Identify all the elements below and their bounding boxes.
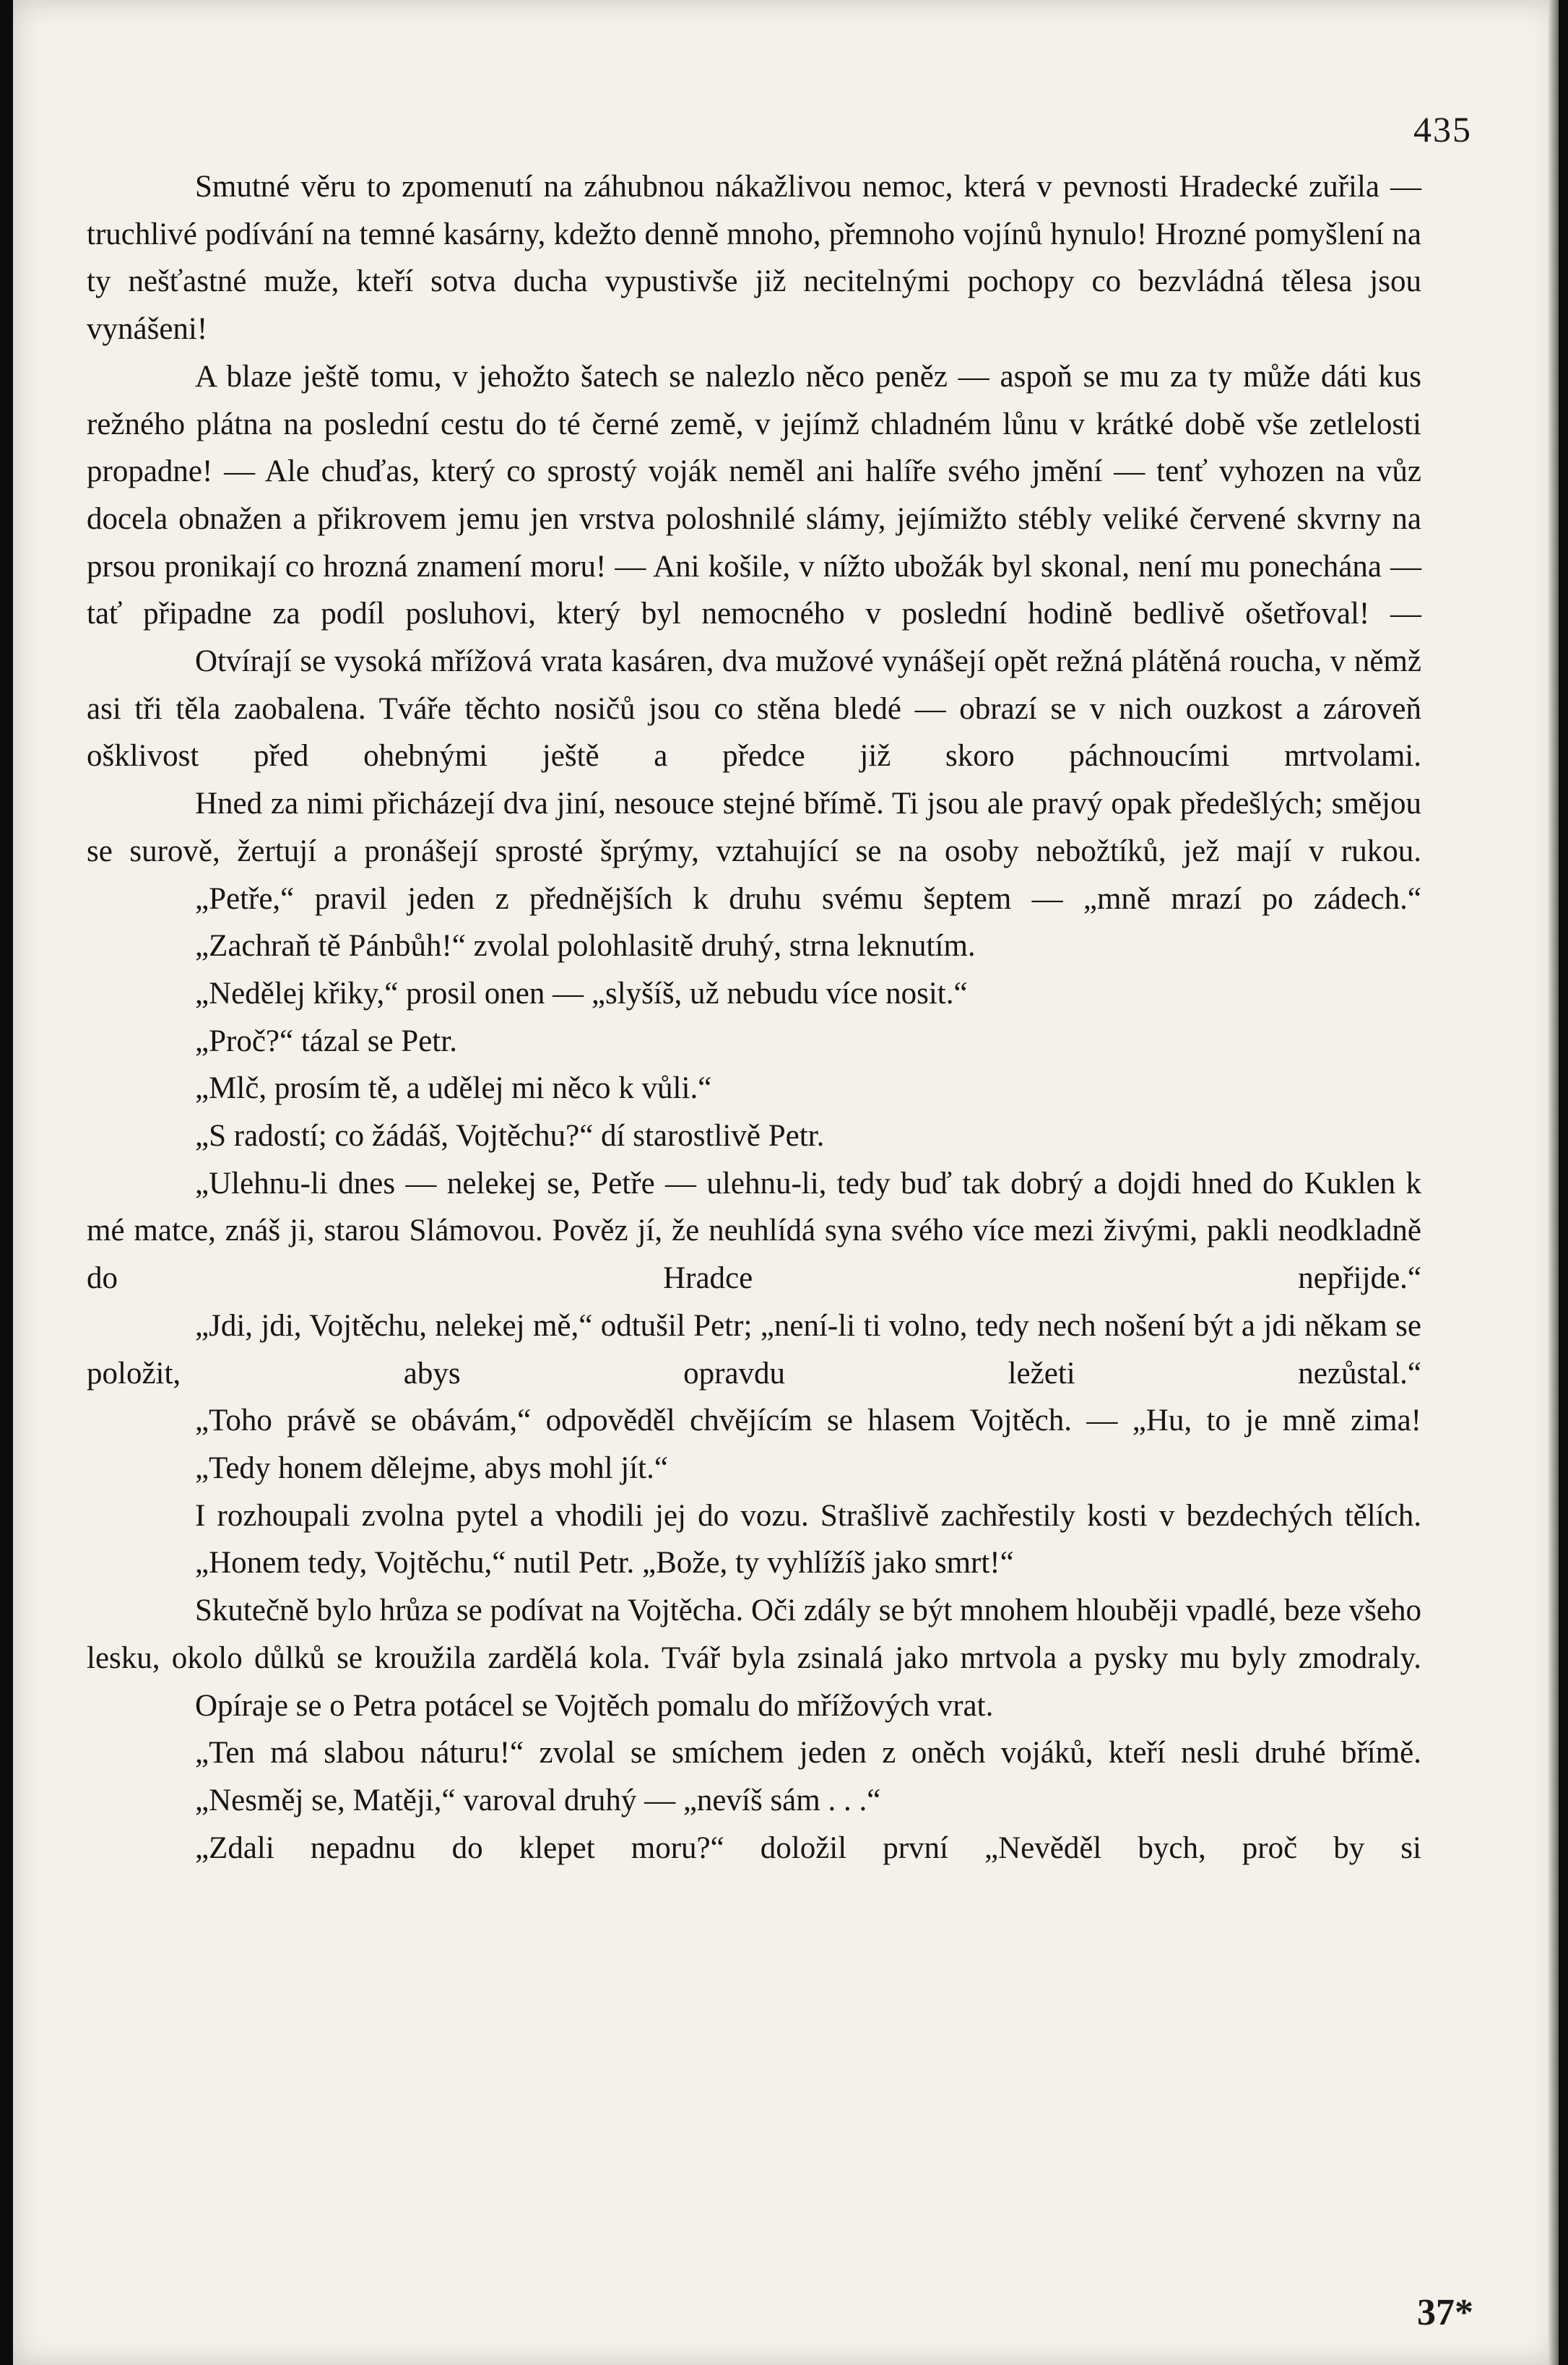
paragraph: „Honem tedy, Vojtěchu,“ nutil Petr. „Bože, ty vyhlížíš jako smrt!“	[195, 1546, 1014, 1581]
paragraph: „Zdali nepadnu do klepet moru?“ doložil první „Nevěděl bych, proč by si	[195, 1830, 1421, 1865]
paragraph: Otvírají se vysoká mřížová vrata kasáren, dva mužové vynášejí opět režná plátěná roucha, v němž asi tři těla zaobalena. Tváře těchto nosičů jsou co stěna bledé — obrazí se v nich ouzkost a zároveň ošklivost před ohebnými ještě a předce již skoro páchnoucími mrtvolami.	[87, 644, 1421, 774]
paragraph: „Mlč, prosím tě, a udělej mi něco k vůli.“	[195, 1071, 712, 1106]
paragraph: „Nesměj se, Matěji,“ varoval druhý — „nevíš sám . . .“	[195, 1783, 881, 1817]
paragraph: Skutečně bylo hrůza se podívat na Vojtěcha. Oči zdály se být mnohem hlouběji vpadlé, beze všeho lesku, okolo důlků se kroužila zardělá kola. Tvář byla zsinalá jako mrtvola a pysky mu byly zmodraly.	[87, 1594, 1421, 1675]
page-edge-shadow	[1548, 0, 1559, 2365]
paragraph: „Tedy honem dělejme, abys mohl jít.“	[195, 1450, 668, 1485]
paragraph: Smutné věru to zpomenutí na záhubnou nákažlivou nemoc, která v pevnosti Hradecké zuřila — truchlivé podívání na temné kasárny, kdežto denně mnoho, přemnoho vojínů hynulo! Hrozné pomyšlení na ty nešťastné muže, kteří sotva ducha vypustivše již necitelnými pochopy co bezvládná tělesa jsou vynášeni!	[87, 170, 1421, 347]
paragraph: „Ten má slabou náturu!“ zvolal se smíchem jeden z oněch vojáků, kteří nesli druhé břímě.	[195, 1736, 1421, 1770]
paragraph: A blaze ještě tomu, v jehožto šatech se nalezlo něco peněz — aspoň se mu za ty může dáti kus režného plátna na poslední cestu do té černé země, v jejímž chladném lůnu v krátké době vše zetlelosti propadne! — Ale chuďas, který co sprostý voják neměl ani halíře svého jmění — tenť vyhozen na vůz docela obnažen a přikrovem jemu jen vrstva poloshnilé slámy, jejímižto stébly veliké červené skvrny na prsou pronikají co hrozná znamení moru! — Ani košile, v nížto ubožák byl skonal, není mu ponechána — tať připadne za podíl posluhovi, který byl nemocného v poslední hodině bedlivě ošetřoval! —	[87, 359, 1421, 631]
paragraph: „Proč?“ tázal se Petr.	[195, 1024, 457, 1058]
body-text	[87, 163, 1421, 1872]
paragraph: „Ulehnu-li dnes — nelekej se, Petře — ulehnu-li, tedy buď tak dobrý a dojdi hned do Kuklen k mé matce, znáš ji, starou Slámovou. Pověz jí, že neuhlídá syna svého více mezi živými, pakli neodkladně do Hradce nepřijde.“	[87, 1166, 1421, 1296]
paragraph: I rozhoupali zvolna pytel a vhodili jej do vozu. Strašlivě zachřestily kosti v bezdechých tělích.	[195, 1498, 1421, 1533]
book-page	[13, 0, 1559, 2365]
paragraph: Opíraje se o Petra potácel se Vojtěch pomalu do mřížových vrat.	[195, 1688, 994, 1723]
paragraph: „S radostí; co žádáš, Vojtěchu?“ dí starostlivě Petr.	[195, 1119, 825, 1154]
paragraph: „Toho právě se obávám,“ odpověděl chvějícím se hlasem Vojtěch. — „Hu, to je mně zima!	[195, 1404, 1421, 1438]
paragraph: „Petře,“ pravil jeden z přednějších k druhu svému šeptem — „mně mrazí po zádech.“	[195, 881, 1421, 916]
paragraph: Hned za nimi přicházejí dva jiní, nesouce stejné břímě. Ti jsou ale pravý opak předešlých; smějou se surově, žertují a pronášejí sprosté šprýmy, vztahující se na osoby nebožtíků, jež mají v rukou.	[87, 787, 1421, 868]
page-number: 435	[1413, 109, 1472, 150]
paragraph: „Jdi, jdi, Vojtěchu, nelekej mě,“ odtušil Petr; „není-li ti volno, tedy nech nošení být a jdi někam se položit, abys opravdu ležeti nezůstal.“	[87, 1308, 1421, 1391]
signature-mark: 37*	[1417, 2292, 1473, 2333]
paragraph: „Zachraň tě Pánbůh!“ zvolal polohlasitě druhý, strna leknutím.	[195, 929, 976, 964]
paragraph: „Nedělej křiky,“ prosil onen — „slyšíš, už nebudu více nosit.“	[195, 976, 968, 1011]
